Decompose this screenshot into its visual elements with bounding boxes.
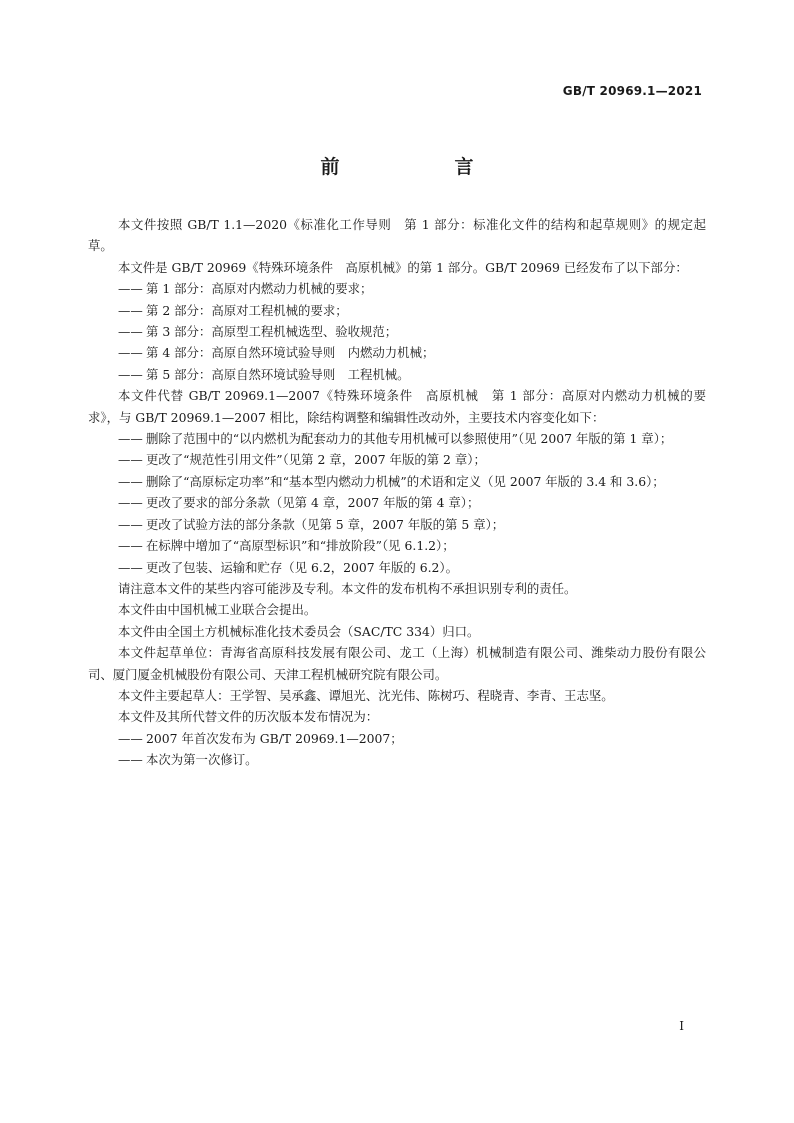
paragraph: 本文件由中国机械工业联合会提出。 bbox=[118, 602, 317, 618]
page-title: 前 言 bbox=[320, 156, 522, 178]
dash-marker: —— bbox=[118, 495, 143, 511]
dash-marker: —— bbox=[118, 366, 143, 382]
list-item bbox=[88, 428, 706, 449]
dash-marker: —— bbox=[118, 345, 143, 361]
dash-marker: —— bbox=[118, 473, 143, 489]
list-item-text: 更改了试验方法的部分条款（见第 5 章，2007 年版的第 5 章）； bbox=[146, 516, 505, 532]
dash-marker: —— bbox=[118, 516, 143, 532]
paragraph: 本文件按照 GB/T 1.1—2020《标准化工作导则 第 1 部分：标准化文件的结构和起草规则》的规定起草。 bbox=[88, 217, 706, 254]
dash-marker: —— bbox=[118, 302, 143, 318]
dash-marker: —— bbox=[118, 730, 143, 746]
list-item-text: 在标牌中增加了“高原型标识”和“排放阶段”（见 6.1.2）； bbox=[146, 538, 455, 554]
dash-marker: —— bbox=[118, 281, 143, 297]
dash-marker: —— bbox=[118, 431, 143, 447]
list-item bbox=[88, 492, 706, 513]
list-item bbox=[88, 514, 706, 535]
paragraph: 本文件主要起草人：王学智、吴承鑫、谭旭光、沈光伟、陈树巧、程晓青、李青、王志坚。 bbox=[118, 687, 614, 703]
list-item-text: 2007 年首次发布为 GB/T 20969.1—2007； bbox=[146, 730, 403, 746]
list-item-text: 更改了包装、运输和贮存（见 6.2，2007 年版的 6.2）。 bbox=[146, 559, 458, 575]
list-item bbox=[88, 364, 706, 385]
paragraph: 本文件是 GB/T 20969《特殊环境条件 高原机械》的第 1 部分。GB/T 20969 已经发布了以下部分： bbox=[118, 259, 688, 275]
list-item-text: 本次为第一次修订。 bbox=[146, 752, 258, 768]
list-item-text: 第 4 部分：高原自然环境试验导则 内燃动力机械； bbox=[146, 345, 435, 361]
list-item bbox=[88, 278, 706, 299]
dash-marker: —— bbox=[118, 538, 143, 554]
standard-id: GB/T 20969.1—2021 bbox=[562, 84, 702, 98]
page-number: I bbox=[679, 1019, 684, 1033]
dash-marker: —— bbox=[118, 324, 143, 340]
list-item-text: 第 3 部分：高原型工程机械选型、验收规范； bbox=[146, 324, 398, 340]
paragraph: 本文件起草单位：青海省高原科技发展有限公司、龙工（上海）机械制造有限公司、潍柴动力股份有限公司、厦门厦金机械股份有限公司、天津工程机械研究院有限公司。 bbox=[88, 645, 706, 682]
list-item bbox=[88, 342, 706, 363]
list-item-text: 更改了“规范性引用文件”（见第 2 章，2007 年版的第 2 章）； bbox=[146, 452, 486, 468]
list-item-text: 删除了范围中的“以内燃机为配套动力的其他专用机械可以参照使用”（见 2007 年版的第 1 章）； bbox=[146, 431, 673, 447]
list-item bbox=[88, 557, 706, 578]
document-body bbox=[88, 214, 706, 771]
list-item bbox=[88, 728, 706, 749]
list-item bbox=[88, 300, 706, 321]
paragraph: 请注意本文件的某些内容可能涉及专利。本文件的发布机构不承担识别专利的责任。 bbox=[118, 580, 577, 596]
list-item-text: 第 1 部分：高原对内燃动力机械的要求； bbox=[146, 281, 373, 297]
paragraph: 本文件及其所代替文件的历次版本发布情况为： bbox=[118, 709, 379, 725]
list-item-text: 第 2 部分：高原对工程机械的要求； bbox=[146, 302, 348, 318]
list-item bbox=[88, 749, 706, 770]
paragraph: 本文件由全国土方机械标准化技术委员会（SAC/TC 334）归口。 bbox=[118, 623, 480, 639]
list-item bbox=[88, 321, 706, 342]
dash-marker: —— bbox=[118, 752, 143, 768]
list-item bbox=[88, 449, 706, 470]
list-item bbox=[88, 471, 706, 492]
dash-marker: —— bbox=[118, 452, 143, 468]
paragraph: 本文件代替 GB/T 20969.1—2007《特殊环境条件 高原机械 第 1 部分：高原对内燃动力机械的要求》，与 GB/T 20969.1—2007 相比，除结构调整和编辑性改动外，主要技术内容变化如下： bbox=[88, 388, 706, 425]
list-item-text: 第 5 部分：高原自然环境试验导则 工程机械。 bbox=[146, 366, 410, 382]
list-item-text: 更改了要求的部分条款（见第 4 章，2007 年版的第 4 章）； bbox=[146, 495, 480, 511]
list-item bbox=[88, 535, 706, 556]
list-item-text: 删除了“高原标定功率”和“基本型内燃动力机械”的术语和定义（见 2007 年版的 3.4 和 3.6）； bbox=[146, 473, 665, 489]
dash-marker: —— bbox=[118, 559, 143, 575]
